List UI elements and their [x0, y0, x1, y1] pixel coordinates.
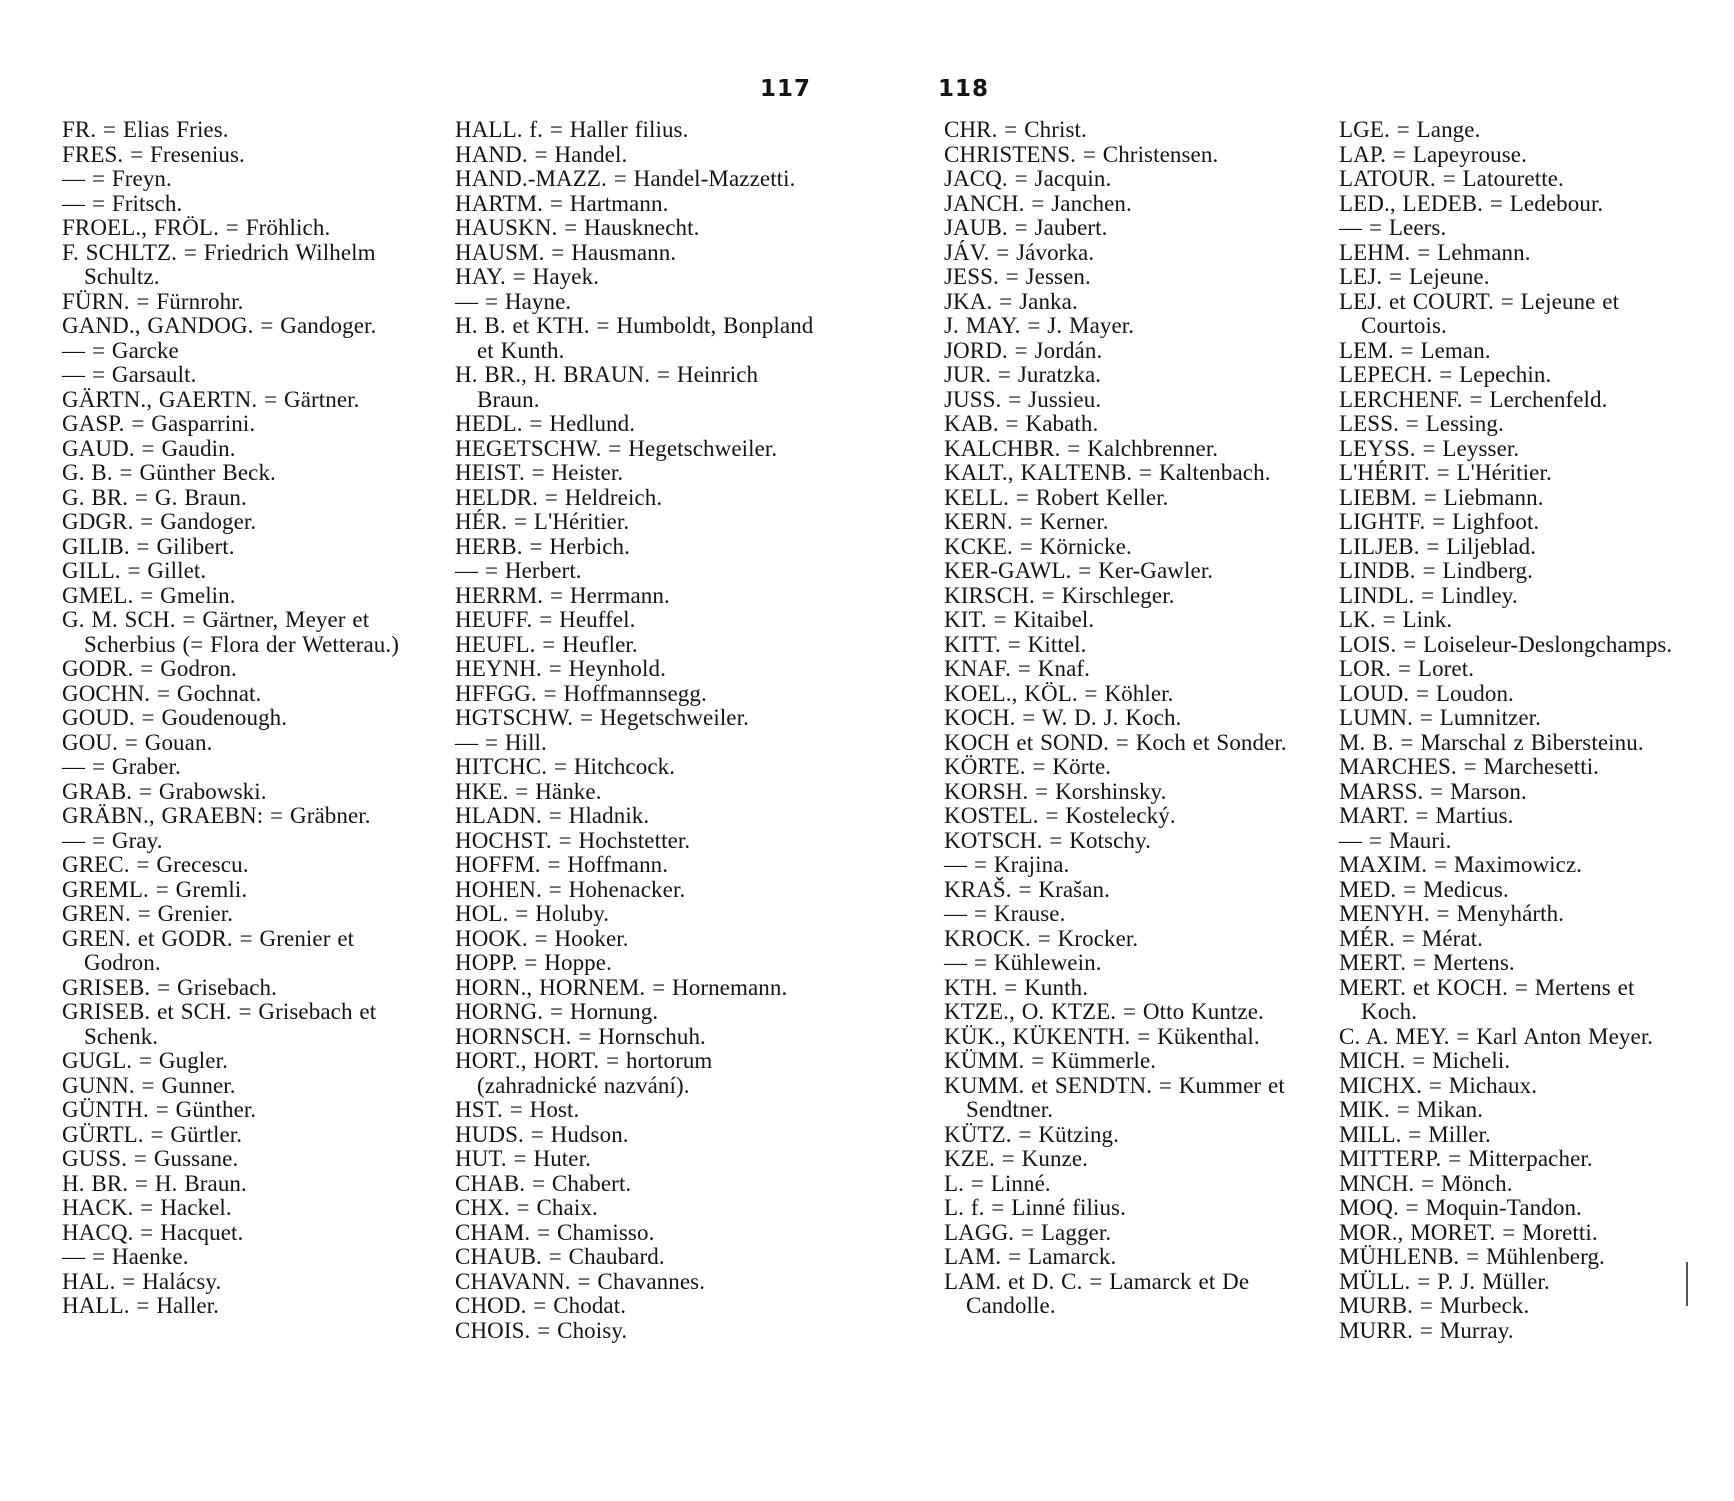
abbreviation-entry: GUGL. = Gugler.	[62, 1048, 228, 1073]
abbreviation-entry: JORD. = Jordán.	[944, 337, 1103, 363]
abbreviation-entry: LILJEB. = Liljeblad.	[1339, 533, 1537, 559]
abbreviation-entry: HFFGG. = Hoffmannsegg.	[455, 680, 707, 706]
abbreviation-entry: LIGHTF. = Lighfoot.	[1339, 509, 1540, 534]
abbreviation-entry: MOR., MORET. = Moretti.	[1339, 1219, 1598, 1245]
abbreviation-column-3	[944, 118, 1316, 1319]
abbreviation-entry: LEHM. = Lehmann.	[1339, 239, 1531, 265]
abbreviation-entry: — = Leers.	[1339, 215, 1447, 240]
abbreviation-entry: H. B. et KTH. = Humboldt, Bonpland et Kunth.	[455, 313, 814, 363]
abbreviation-entry: MÜHLENB. = Mühlenberg.	[1339, 1244, 1605, 1269]
abbreviation-entry: KRAŠ. = Krašan.	[944, 876, 1110, 902]
abbreviation-entry: KTZE., O. KTZE. = Otto Kuntze.	[944, 999, 1264, 1024]
abbreviation-entry: KÜTZ. = Kützing.	[944, 1121, 1119, 1147]
abbreviation-entry: FRES. = Fresenius.	[62, 141, 245, 167]
abbreviation-entry: LOIS. = Loiseleur-Deslongchamps.	[1339, 631, 1673, 657]
abbreviation-entry: MOQ. = Moquin-Tandon.	[1339, 1195, 1582, 1220]
abbreviation-entry: JANCH. = Janchen.	[944, 190, 1132, 216]
abbreviation-entry: GUNN. = Gunner.	[62, 1072, 236, 1098]
abbreviation-entry: LAP. = Lapeyrouse.	[1339, 141, 1527, 167]
abbreviation-entry: LUMN. = Lumnitzer.	[1339, 705, 1542, 730]
abbreviation-entry: MÜLL. = P. J. Müller.	[1339, 1268, 1550, 1294]
abbreviation-entry: CHOD. = Chodat.	[455, 1293, 627, 1318]
abbreviation-entry: CHRISTENS. = Christensen.	[944, 141, 1219, 167]
abbreviation-entry: KZE. = Kunze.	[944, 1146, 1089, 1171]
abbreviation-entry: HELDR. = Heldreich.	[455, 484, 663, 510]
abbreviation-entry: HAUSKN. = Hausknecht.	[455, 215, 700, 240]
abbreviation-entry: HACQ. = Hacquet.	[62, 1219, 244, 1245]
abbreviation-entry: KROCK. = Krocker.	[944, 925, 1139, 951]
abbreviation-entry: MILL. = Miller.	[1339, 1121, 1491, 1147]
abbreviation-entry: KOEL., KÖL. = Köhler.	[944, 680, 1174, 706]
abbreviation-entry: — = Fritsch.	[62, 190, 183, 216]
abbreviation-entry: HORNSCH. = Hornschuh.	[455, 1023, 706, 1049]
abbreviation-entry: CHR. = Christ.	[944, 117, 1087, 142]
abbreviation-entry: CHOIS. = Choisy.	[455, 1317, 628, 1343]
abbreviation-entry: HEUFL. = Heufler.	[455, 631, 638, 657]
abbreviation-entry: JUR. = Juratzka.	[944, 362, 1102, 387]
abbreviation-entry: GOCHN. = Gochnat.	[62, 680, 262, 706]
abbreviation-entry: HERB. = Herbich.	[455, 533, 630, 559]
abbreviation-entry: KAB. = Kabath.	[944, 411, 1099, 436]
abbreviation-entry: HERRM. = Herrmann.	[455, 582, 670, 608]
abbreviation-entry: MÉR. = Mérat.	[1339, 925, 1484, 951]
abbreviation-entry: GOUD. = Goudenough.	[62, 705, 288, 730]
abbreviation-entry: GREN. et GODR. = Grenier et Godron.	[62, 925, 355, 975]
abbreviation-entry: HGTSCHW. = Hegetschweiler.	[455, 705, 749, 730]
abbreviation-entry: GMEL. = Gmelin.	[62, 582, 236, 608]
abbreviation-entry: MART. = Martius.	[1339, 803, 1514, 828]
abbreviation-entry: HAND. = Handel.	[455, 141, 628, 167]
abbreviation-entry: MURB. = Murbeck.	[1339, 1293, 1530, 1318]
abbreviation-entry: LESS. = Lessing.	[1339, 411, 1504, 436]
page-edge-mark	[1686, 1262, 1688, 1306]
abbreviation-entry: G. M. SCH. = Gärtner, Meyer et Scherbius (= Flora der Wetterau.)	[62, 607, 399, 657]
abbreviation-entry: MICH. = Micheli.	[1339, 1048, 1511, 1073]
abbreviation-entry: GRAB. = Grabowski.	[62, 778, 267, 804]
abbreviation-entry: — = Krause.	[944, 901, 1066, 926]
abbreviation-entry: HLADN. = Hladnik.	[455, 803, 650, 828]
abbreviation-column-2	[455, 118, 827, 1343]
abbreviation-entry: MERT. = Mertens.	[1339, 950, 1515, 975]
abbreviation-entry: HKE. = Hänke.	[455, 778, 602, 804]
abbreviation-entry: GRISEB. = Grisebach.	[62, 974, 277, 1000]
abbreviation-entry: GUSS. = Gussane.	[62, 1146, 239, 1171]
abbreviation-entry: KOCH. = W. D. J. Koch.	[944, 705, 1182, 730]
abbreviation-entry: CHAB. = Chabert.	[455, 1170, 632, 1196]
abbreviation-entry: HORN., HORNEM. = Hornemann.	[455, 974, 788, 1000]
abbreviation-entry: — = Krajina.	[944, 852, 1070, 877]
abbreviation-entry: HEUFF. = Heuffel.	[455, 607, 636, 632]
abbreviation-entry: — = Garcke	[62, 337, 179, 363]
abbreviation-entry: HOCHST. = Hochstetter.	[455, 827, 691, 853]
abbreviation-entry: GREC. = Grecescu.	[62, 852, 249, 877]
abbreviation-entry: LOUD. = Loudon.	[1339, 680, 1514, 706]
abbreviation-entry: MENYH. = Menyhárth.	[1339, 901, 1565, 926]
abbreviation-entry: JESS. = Jessen.	[944, 264, 1091, 289]
abbreviation-entry: L. = Linné.	[944, 1170, 1051, 1196]
abbreviation-entry: — = Herbert.	[455, 558, 582, 583]
abbreviation-entry: GAUD. = Gaudin.	[62, 435, 236, 461]
abbreviation-entry: KOCH et SOND. = Koch et Sonder.	[944, 729, 1287, 755]
abbreviation-entry: H. BR., H. BRAUN. = Heinrich Braun.	[455, 362, 759, 412]
abbreviation-column-4	[1339, 118, 1691, 1343]
abbreviation-entry: GÜRTL. = Gürtler.	[62, 1121, 243, 1147]
abbreviation-entry: LIEBM. = Liebmann.	[1339, 484, 1544, 510]
abbreviation-entry: KOTSCH. = Kotschy.	[944, 827, 1151, 853]
abbreviation-entry: LINDB. = Lindberg.	[1339, 558, 1533, 583]
abbreviation-entry: — = Gray.	[62, 827, 163, 853]
abbreviation-entry: GDGR. = Gandoger.	[62, 509, 257, 534]
abbreviation-entry: LEJ. et COURT. = Lejeune et Courtois.	[1339, 288, 1620, 338]
abbreviation-entry: C. A. MEY. = Karl Anton Meyer.	[1339, 1023, 1654, 1049]
abbreviation-entry: — = Freyn.	[62, 166, 172, 191]
abbreviation-entry: HORT., HORT. = hortorum (zahradnické nazvání).	[455, 1048, 713, 1098]
abbreviation-entry: LERCHENF. = Lerchenfeld.	[1339, 386, 1608, 412]
abbreviation-entry: KER-GAWL. = Ker-Gawler.	[944, 558, 1214, 583]
abbreviation-entry: MNCH. = Mönch.	[1339, 1170, 1513, 1196]
abbreviation-entry: MURR. = Murray.	[1339, 1317, 1514, 1343]
abbreviation-entry: KÜMM. = Kümmerle.	[944, 1048, 1157, 1073]
abbreviation-entry: GREML. = Gremli.	[62, 876, 248, 902]
abbreviation-entry: — = Kühlewein.	[944, 950, 1102, 975]
abbreviation-entry: HAL. = Halácsy.	[62, 1268, 222, 1294]
abbreviation-entry: FÜRN. = Fürnrohr.	[62, 288, 244, 314]
abbreviation-entry: LEJ. = Lejeune.	[1339, 264, 1490, 289]
abbreviation-entry: MITTERP. = Mitterpacher.	[1339, 1146, 1593, 1171]
abbreviation-entry: KCKE. = Körnicke.	[944, 533, 1132, 559]
abbreviation-entry: HEYNH. = Heynhold.	[455, 656, 666, 681]
abbreviation-entry: LAGG. = Lagger.	[944, 1219, 1112, 1245]
abbreviation-entry: HOFFM. = Hoffmann.	[455, 852, 669, 877]
abbreviation-entry: MARCHES. = Marchesetti.	[1339, 754, 1600, 779]
abbreviation-entry: FROEL., FRÖL. = Fröhlich.	[62, 215, 331, 240]
abbreviation-entry: — = Graber.	[62, 754, 181, 779]
abbreviation-entry: KALCHBR. = Kalchbrenner.	[944, 435, 1219, 461]
abbreviation-entry: GREN. = Grenier.	[62, 901, 234, 926]
abbreviation-entry: — = Mauri.	[1339, 827, 1452, 853]
abbreviation-entry: GILL. = Gillet.	[62, 558, 207, 583]
abbreviation-entry: HEDL. = Hedlund.	[455, 411, 636, 436]
abbreviation-entry: KERN. = Kerner.	[944, 509, 1109, 534]
abbreviation-entry: MED. = Medicus.	[1339, 876, 1509, 902]
abbreviation-entry: HEIST. = Heister.	[455, 460, 624, 485]
abbreviation-entry: CHAVANN. = Chavannes.	[455, 1268, 706, 1294]
abbreviation-entry: HST. = Host.	[455, 1097, 580, 1122]
abbreviation-entry: HÉR. = L'Héritier.	[455, 509, 630, 534]
abbreviation-entry: HALL. = Haller.	[62, 1293, 219, 1318]
abbreviation-entry: KUMM. et SENDTN. = Kummer et Sendtner.	[944, 1072, 1285, 1122]
abbreviation-entry: HAY. = Hayek.	[455, 264, 600, 289]
abbreviation-entry: G. B. = Günther Beck.	[62, 460, 276, 485]
abbreviation-entry: KORSH. = Korshinsky.	[944, 778, 1167, 804]
abbreviation-entry: LATOUR. = Latourette.	[1339, 166, 1564, 191]
abbreviation-entry: F. SCHLTZ. = Friedrich Wilhelm Schultz.	[62, 239, 376, 289]
abbreviation-column-1	[62, 118, 422, 1319]
abbreviation-entry: — = Hayne.	[455, 288, 572, 314]
abbreviation-entry: CHAUB. = Chaubard.	[455, 1244, 665, 1269]
abbreviation-entry: JAUB. = Jaubert.	[944, 215, 1108, 240]
abbreviation-entry: HAUSM. = Hausmann.	[455, 239, 677, 265]
abbreviation-entry: — = Hill.	[455, 729, 547, 755]
abbreviation-entry: MERT. et KOCH. = Mertens et Koch.	[1339, 974, 1635, 1024]
abbreviation-entry: LEPECH. = Lepechin.	[1339, 362, 1552, 387]
abbreviation-entry: HUDS. = Hudson.	[455, 1121, 629, 1147]
abbreviation-entry: HARTM. = Hartmann.	[455, 190, 669, 216]
abbreviation-entry: JACQ. = Jacquin.	[944, 166, 1112, 191]
abbreviation-entry: CHAM. = Chamisso.	[455, 1219, 655, 1245]
abbreviation-entry: HALL. f. = Haller filius.	[455, 117, 689, 142]
abbreviation-entry: KÜK., KÜKENTH. = Kükenthal.	[944, 1023, 1260, 1049]
abbreviation-entry: GRISEB. et SCH. = Grisebach et Schenk.	[62, 999, 377, 1049]
abbreviation-entry: MIK. = Mikan.	[1339, 1097, 1484, 1122]
abbreviation-entry: GOU. = Gouan.	[62, 729, 213, 755]
abbreviation-entry: HOPP. = Hoppe.	[455, 950, 612, 975]
abbreviation-entry: KTH. = Kunth.	[944, 974, 1089, 1000]
abbreviation-entry: HOOK. = Hooker.	[455, 925, 629, 951]
abbreviation-entry: LAM. = Lamarck.	[944, 1244, 1117, 1269]
abbreviation-entry: HUT. = Huter.	[455, 1146, 591, 1171]
abbreviation-entry: HAND.-MAZZ. = Handel-Mazzetti.	[455, 166, 796, 191]
page-number-right: 118	[938, 76, 990, 102]
abbreviation-entry: GODR. = Godron.	[62, 656, 237, 681]
abbreviation-entry: MICHX. = Michaux.	[1339, 1072, 1538, 1098]
abbreviation-entry: GÄRTN., GAERTN. = Gärtner.	[62, 386, 360, 412]
abbreviation-entry: L. f. = Linné filius.	[944, 1195, 1126, 1220]
abbreviation-entry: CHX. = Chaix.	[455, 1195, 598, 1220]
abbreviation-entry: GAND., GANDOG. = Gandoger.	[62, 313, 377, 338]
abbreviation-entry: HOHEN. = Hohenacker.	[455, 876, 686, 902]
abbreviation-entry: G. BR. = G. Braun.	[62, 484, 247, 510]
abbreviation-entry: LINDL. = Lindley.	[1339, 582, 1518, 608]
abbreviation-entry: GRÄBN., GRAEBN: = Gräbner.	[62, 803, 371, 828]
abbreviation-entry: KNAF. = Knaf.	[944, 656, 1091, 681]
abbreviation-entry: JKA. = Janka.	[944, 288, 1078, 314]
abbreviation-entry: L'HÉRIT. = L'Héritier.	[1339, 460, 1552, 485]
abbreviation-entry: GASP. = Gasparrini.	[62, 411, 256, 436]
abbreviation-entry: GILIB. = Gilibert.	[62, 533, 235, 559]
abbreviation-entry: LAM. et D. C. = Lamarck et De Candolle.	[944, 1268, 1250, 1318]
abbreviation-entry: MARSS. = Marson.	[1339, 778, 1527, 804]
abbreviation-entry: — = Garsault.	[62, 362, 197, 387]
abbreviation-entry: KELL. = Robert Keller.	[944, 484, 1169, 510]
abbreviation-entry: KOSTEL. = Kostelecký.	[944, 803, 1176, 828]
abbreviation-entry: JÁV. = Jávorka.	[944, 239, 1095, 265]
abbreviation-entry: KÖRTE. = Körte.	[944, 754, 1112, 779]
abbreviation-entry: HITCHC. = Hitchcock.	[455, 754, 676, 779]
page-number-left: 117	[760, 76, 812, 102]
abbreviation-entry: JUSS. = Jussieu.	[944, 386, 1102, 412]
abbreviation-entry: J. MAY. = J. Mayer.	[944, 313, 1135, 338]
abbreviation-entry: LED., LEDEB. = Ledebour.	[1339, 190, 1604, 216]
abbreviation-entry: M. B. = Marschal z Bibersteinu.	[1339, 729, 1644, 755]
abbreviation-entry: HEGETSCHW. = Hegetschweiler.	[455, 435, 778, 461]
abbreviation-entry: LOR. = Loret.	[1339, 656, 1475, 681]
abbreviation-entry: KIRSCH. = Kirschleger.	[944, 582, 1175, 608]
abbreviation-entry: LK. = Link.	[1339, 607, 1453, 632]
abbreviation-entry: LEM. = Leman.	[1339, 337, 1491, 363]
abbreviation-entry: MAXIM. = Maximowicz.	[1339, 852, 1583, 877]
abbreviation-entry: — = Haenke.	[62, 1244, 189, 1269]
abbreviation-entry: HOL. = Holuby.	[455, 901, 610, 926]
abbreviation-entry: HORNG. = Hornung.	[455, 999, 659, 1024]
abbreviation-entry: KIT. = Kitaibel.	[944, 607, 1095, 632]
abbreviation-entry: LGE. = Lange.	[1339, 117, 1481, 142]
abbreviation-entry: KALT., KALTENB. = Kaltenbach.	[944, 460, 1271, 485]
abbreviation-entry: GÜNTH. = Günther.	[62, 1097, 257, 1122]
abbreviation-entry: HACK. = Hackel.	[62, 1195, 232, 1220]
abbreviation-entry: H. BR. = H. Braun.	[62, 1170, 247, 1196]
abbreviation-entry: FR. = Elias Fries.	[62, 117, 229, 142]
abbreviation-entry: LEYSS. = Leysser.	[1339, 435, 1520, 461]
abbreviation-entry: KITT. = Kittel.	[944, 631, 1087, 657]
